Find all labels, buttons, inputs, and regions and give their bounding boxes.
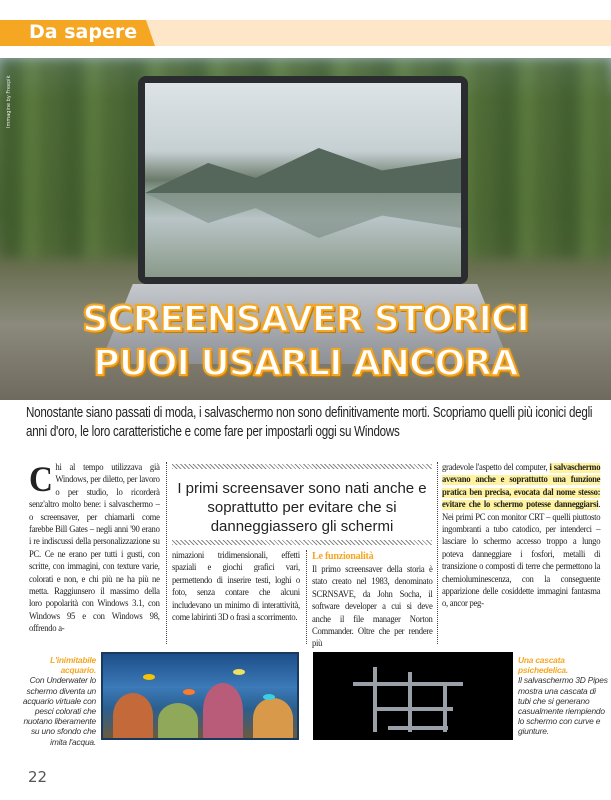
article-column-1 [29, 459, 160, 636]
title-line-2: PUOI USARLI ANCORA [93, 343, 518, 384]
drop-cap: C [29, 459, 53, 499]
column-text: . Nei primi PC con monitor CRT – quelli piuttosto ingombranti a tubo catodico, per intenderci – lasciare lo schermo accesso troppo a lungo poteva danneggiare i fosfori, metalli di transizione o composti di terre che permettono la chemioluminescenza, con la conseguente apparizione delle cosiddette immagini fantasma o, ancor peg- [442, 500, 601, 610]
column-divider [166, 462, 167, 644]
image-caption-2 [518, 655, 608, 737]
image-credit: Immagine by Freepik [6, 75, 12, 128]
3d-pipes-screensaver-image [313, 652, 513, 740]
column-text: hi al tempo utilizzava già Windows, per diletto, per lavoro o per studio, lo ricorderà senz'altro molto bene: i salvaschermo – o screensaver, per chiamarli come farebbe Bill Gates – negli anni '90 erano i re indiscussi della personalizzazione su PC. Ce ne erano per tutti i gusti, con scritte, con immagini, con texture varie, colorati e non, e chi più ne ha più ne metta. Raggiunsero il massimo della loro popolarità con Windows 3.1, con Windows 95 e con Windows 98, offrendo a- [29, 463, 160, 635]
section-tag [0, 20, 611, 46]
article-column-2b [312, 550, 433, 651]
column-text: gradevole l'aspetto del computer, [442, 463, 548, 473]
column-divider [437, 462, 438, 644]
laptop-illustration [138, 76, 468, 284]
highlighted-text: i salvaschermo avevano anche e soprattutto una funzione pratica ben precisa, evocata dal nome stesso: evitare che lo schermo potesse danneggiarsi [442, 463, 601, 511]
page-number: 22 [28, 768, 48, 786]
caption-title: Una cascata psichedelica. [518, 655, 569, 676]
caption-title: L'inimitabile acquario. [50, 655, 96, 676]
subheading: Nonostante siano passati di moda, i salvaschermo non sono definitivamente morti. Scopriamo quelli più iconici degli anni d'oro, le loro caratteristiche e come fare per impostarli oggi su Windows [26, 405, 593, 440]
article-column-2a: nimazioni tridimensionali, effetti spaziali e giochi grafici vari, permettendo di inserire testi, loghi o foto, senza contare che alcuni includevano un minimo di interattività, come labirinti 3D o frasi a scorrimento. [172, 551, 300, 624]
pull-quote-rule-bottom [172, 540, 432, 545]
section-heading: Le funzionalità [312, 550, 374, 562]
page-title [0, 298, 611, 386]
article-column-3 [442, 462, 600, 611]
caption-text: Il salvaschermo 3D Pipes mostra una cascata di tubi che si generano casualmente riempiendo lo schermo con curve e giunture. [518, 675, 608, 737]
column-divider [306, 550, 307, 644]
caption-text: Con Underwater lo schermo diventa un acquario virtuale con pesci colorati che nuotano liberamente su uno sfondo che imita l'acqua. [22, 675, 96, 747]
title-line-1: SCREENSAVER STORICI [82, 299, 529, 340]
image-caption-1 [22, 655, 96, 747]
column-text: Il primo screensaver della storia è stato creato nel 1983, denominato SCRNSAVE, da John Socha, il software developer a cui si deve anche il file manager Norton Commander. Oltre che per rendere più [312, 565, 433, 650]
pull-quote: I primi screensaver sono nati anche e soprattutto per evitare che si danneggiassero gli schermi [177, 480, 427, 535]
underwater-screensaver-image [101, 652, 299, 740]
laptop-screen [145, 83, 461, 277]
section-tag-label: Da sapere [29, 21, 138, 43]
